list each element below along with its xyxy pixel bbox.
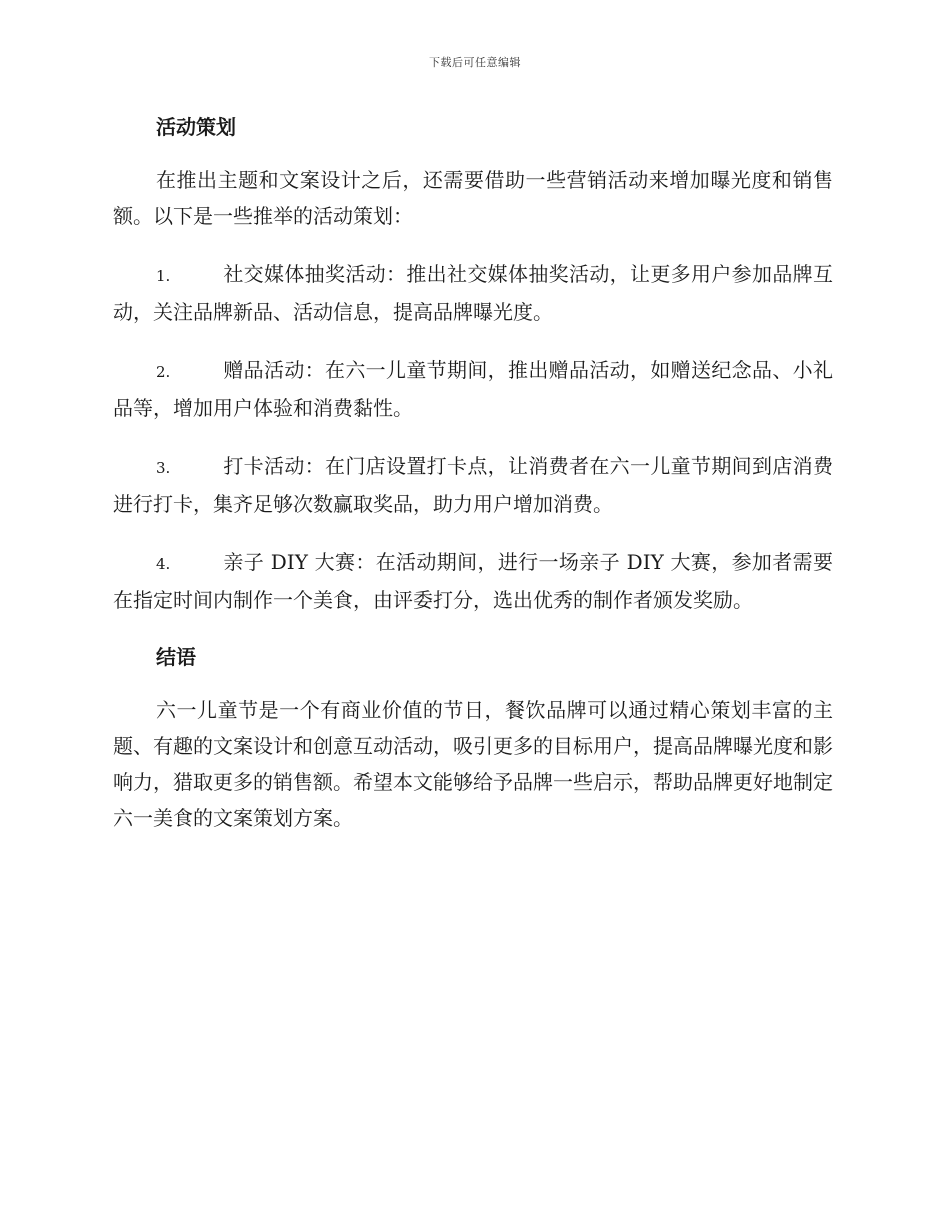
header-note: 下载后可任意编辑: [429, 56, 521, 69]
list-item-text: 社交媒体抽奖活动：推出社交媒体抽奖活动，让更多用户参加品牌互动，关注品牌新品、活动信息，提高品牌曝光度。: [113, 262, 833, 324]
list-item: [113, 256, 833, 330]
list-item-text: 亲子 DIY 大赛：在活动期间，进行一场亲子 DIY 大赛，参加者需要在指定时间内制作一个美食，由评委打分，选出优秀的制作者颁发奖励。: [113, 550, 833, 612]
list-item-number: 4.: [156, 555, 171, 573]
section-heading-conclusion: 结语: [156, 645, 196, 669]
list-item: [113, 352, 833, 426]
list-item-number: 2.: [156, 363, 171, 381]
list-item-number: 3.: [156, 459, 171, 477]
document-content: [113, 110, 833, 858]
conclusion-paragraph: 六一儿童节是一个有商业价值的节日，餐饮品牌可以通过精心策划丰富的主题、有趣的文案设计和创意互动活动，吸引更多的目标用户，提高品牌曝光度和影响力，猎取更多的销售额。希望本文能够给予品牌一些启示，帮助品牌更好地制定六一美食的文案策划方案。: [113, 698, 833, 830]
list-item-text: 打卡活动：在门店设置打卡点，让消费者在六一儿童节期间到店消费进行打卡，集齐足够次数赢取奖品，助力用户增加消费。: [113, 454, 833, 516]
list-item-number: 1.: [156, 267, 171, 285]
section-heading-activity-planning: 活动策划: [156, 115, 236, 139]
list-item-text: 赠品活动：在六一儿童节期间，推出赠品活动，如赠送纪念品、小礼品等，增加用户体验和消费黏性。: [113, 358, 833, 420]
list-item: [113, 544, 833, 618]
list-item: [113, 448, 833, 522]
activity-intro-paragraph: 在推出主题和文案设计之后，还需要借助一些营销活动来增加曝光度和销售额。以下是一些推举的活动策划：: [113, 168, 833, 228]
